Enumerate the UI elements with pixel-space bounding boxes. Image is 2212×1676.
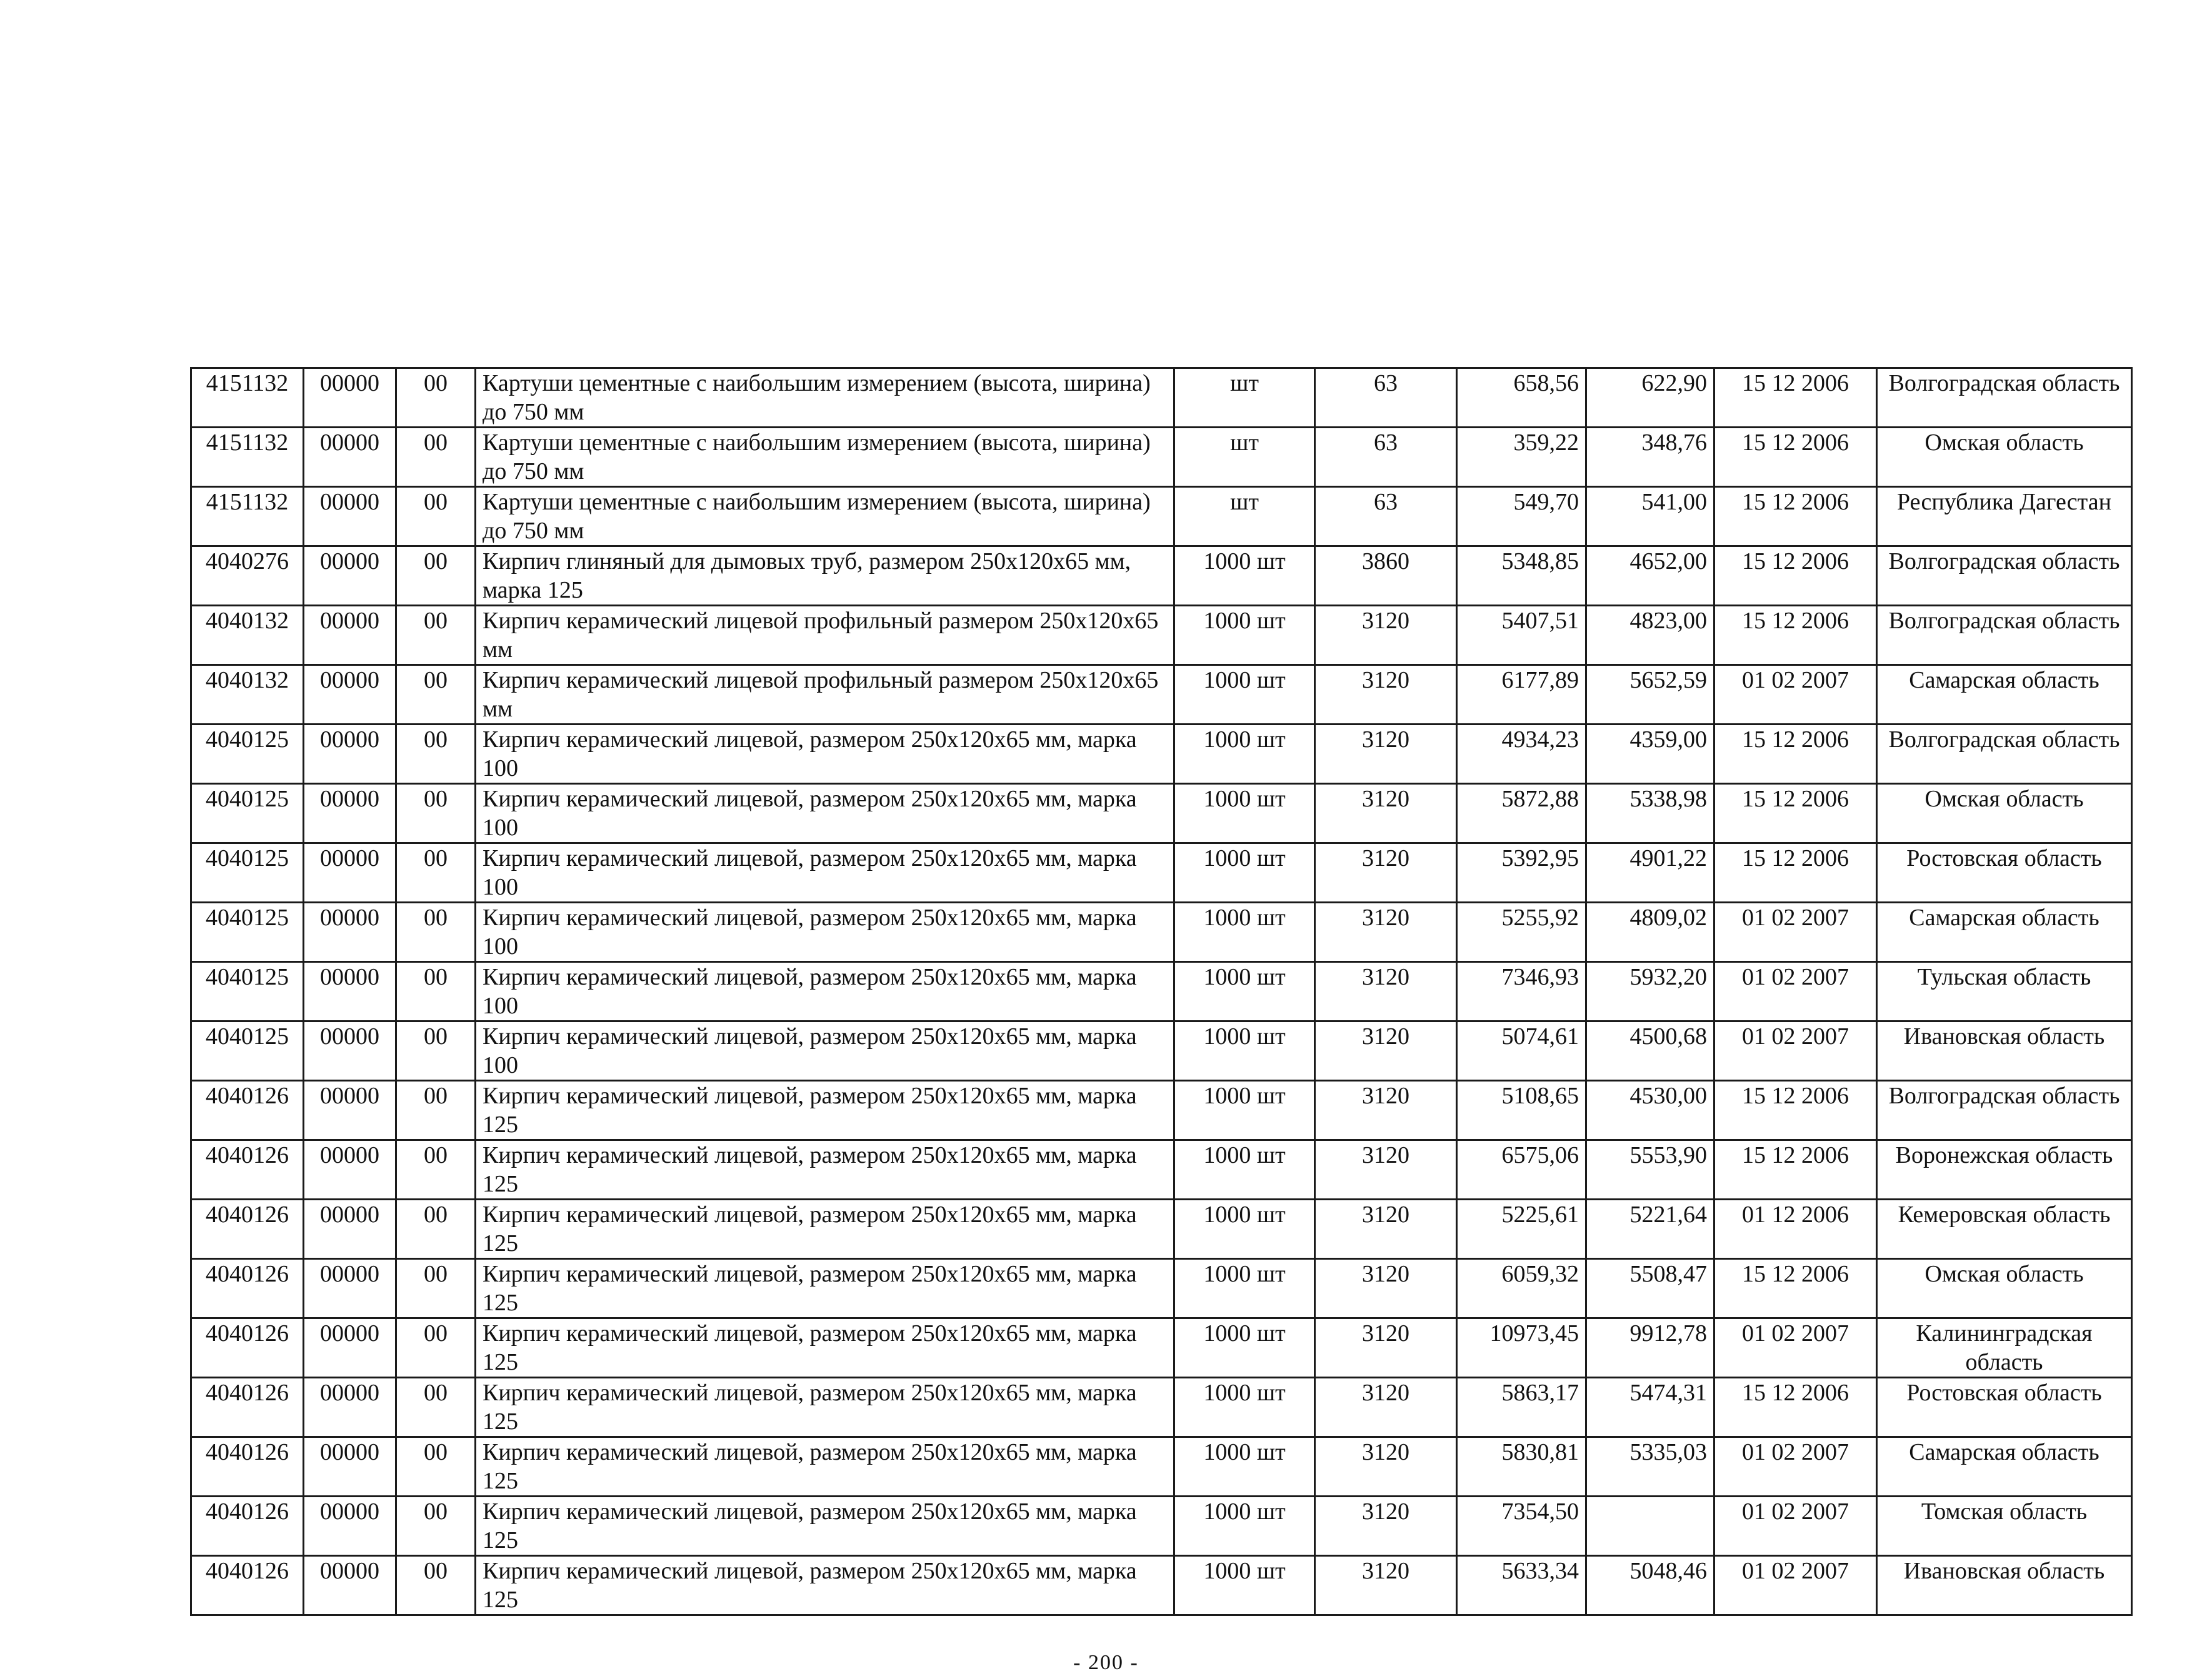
subcode-cell: 00000 [304, 665, 396, 725]
subcode-cell: 00000 [304, 1497, 396, 1556]
suffix-cell: 00 [396, 606, 476, 665]
suffix-cell: 00 [396, 1556, 476, 1615]
product-code-cell: 4040132 [191, 665, 304, 725]
okp-code-cell: 3120 [1315, 665, 1457, 725]
unit-cell: 1000 шт [1174, 1497, 1315, 1556]
price-alt-cell: 4500,68 [1586, 1021, 1714, 1081]
subcode-cell: 00000 [304, 1140, 396, 1200]
okp-code-cell: 3120 [1315, 1081, 1457, 1140]
description-cell: Кирпич керамический лицевой, размером 250x120x65 мм, марка 125 [476, 1081, 1174, 1140]
date-cell: 15 12 2006 [1714, 546, 1877, 606]
subcode-cell: 00000 [304, 1378, 396, 1437]
region-cell: Омская область [1877, 784, 2132, 843]
description-cell: Кирпич керамический лицевой, размером 250x120x65 мм, марка 125 [476, 1140, 1174, 1200]
okp-code-cell: 3120 [1315, 962, 1457, 1021]
price-cell: 5348,85 [1457, 546, 1586, 606]
product-code-cell: 4040126 [191, 1437, 304, 1497]
okp-code-cell: 63 [1315, 368, 1457, 428]
okp-code-cell: 3120 [1315, 1378, 1457, 1437]
product-code-cell: 4040125 [191, 1021, 304, 1081]
subcode-cell: 00000 [304, 962, 396, 1021]
unit-cell: 1000 шт [1174, 606, 1315, 665]
date-cell: 01 02 2007 [1714, 1437, 1877, 1497]
subcode-cell: 00000 [304, 1318, 396, 1378]
product-code-cell: 4040125 [191, 843, 304, 903]
subcode-cell: 00000 [304, 843, 396, 903]
date-cell: 01 02 2007 [1714, 962, 1877, 1021]
product-code-cell: 4040125 [191, 784, 304, 843]
okp-code-cell: 3120 [1315, 784, 1457, 843]
price-cell: 5225,61 [1457, 1200, 1586, 1259]
description-cell: Кирпич керамический лицевой, размером 250x120x65 мм, марка 100 [476, 1021, 1174, 1081]
region-cell: Омская область [1877, 1259, 2132, 1318]
description-cell: Кирпич керамический лицевой, размером 250x120x65 мм, марка 100 [476, 962, 1174, 1021]
price-cell: 4934,23 [1457, 725, 1586, 784]
suffix-cell: 00 [396, 962, 476, 1021]
price-cell: 5863,17 [1457, 1378, 1586, 1437]
description-cell: Кирпич керамический лицевой, размером 250x120x65 мм, марка 100 [476, 843, 1174, 903]
description-cell: Кирпич керамический лицевой, размером 250x120x65 мм, марка 125 [476, 1318, 1174, 1378]
price-alt-cell: 5652,59 [1586, 665, 1714, 725]
price-cell: 6575,06 [1457, 1140, 1586, 1200]
description-cell: Кирпич керамический лицевой, размером 250x120x65 мм, марка 125 [476, 1200, 1174, 1259]
price-cell: 5074,61 [1457, 1021, 1586, 1081]
price-alt-cell: 5553,90 [1586, 1140, 1714, 1200]
date-cell: 15 12 2006 [1714, 1378, 1877, 1437]
table-row [191, 546, 2132, 606]
price-alt-cell: 9912,78 [1586, 1318, 1714, 1378]
subcode-cell: 00000 [304, 606, 396, 665]
suffix-cell: 00 [396, 843, 476, 903]
price-alt-cell: 5221,64 [1586, 1200, 1714, 1259]
unit-cell: 1000 шт [1174, 546, 1315, 606]
price-cell: 7346,93 [1457, 962, 1586, 1021]
okp-code-cell: 63 [1315, 487, 1457, 546]
suffix-cell: 00 [396, 1378, 476, 1437]
date-cell: 15 12 2006 [1714, 1259, 1877, 1318]
suffix-cell: 00 [396, 1081, 476, 1140]
date-cell: 15 12 2006 [1714, 487, 1877, 546]
description-cell: Картуши цементные с наибольшим измерением (высота, ширина) до 750 мм [476, 487, 1174, 546]
price-cell: 658,56 [1457, 368, 1586, 428]
price-alt-cell: 4823,00 [1586, 606, 1714, 665]
region-cell: Волгоградская область [1877, 1081, 2132, 1140]
date-cell: 15 12 2006 [1714, 1081, 1877, 1140]
description-cell: Картуши цементные с наибольшим измерением (высота, ширина) до 750 мм [476, 428, 1174, 487]
description-cell: Кирпич глиняный для дымовых труб, размером 250x120x65 мм, марка 125 [476, 546, 1174, 606]
table-row [191, 1259, 2132, 1318]
table-row [191, 1378, 2132, 1437]
okp-code-cell: 3120 [1315, 1200, 1457, 1259]
unit-cell: 1000 шт [1174, 843, 1315, 903]
suffix-cell: 00 [396, 546, 476, 606]
table-row [191, 1200, 2132, 1259]
subcode-cell: 00000 [304, 1437, 396, 1497]
unit-cell: 1000 шт [1174, 665, 1315, 725]
price-alt-cell: 5338,98 [1586, 784, 1714, 843]
unit-cell: шт [1174, 368, 1315, 428]
date-cell: 01 02 2007 [1714, 1021, 1877, 1081]
date-cell: 15 12 2006 [1714, 843, 1877, 903]
okp-code-cell: 3120 [1315, 725, 1457, 784]
unit-cell: 1000 шт [1174, 1318, 1315, 1378]
date-cell: 01 02 2007 [1714, 1497, 1877, 1556]
description-cell: Картуши цементные с наибольшим измерением (высота, ширина) до 750 мм [476, 368, 1174, 428]
price-table [190, 367, 2133, 1616]
okp-code-cell: 3120 [1315, 606, 1457, 665]
unit-cell: 1000 шт [1174, 725, 1315, 784]
unit-cell: 1000 шт [1174, 903, 1315, 962]
region-cell: Томская область [1877, 1497, 2132, 1556]
table-row [191, 1556, 2132, 1615]
okp-code-cell: 3120 [1315, 1140, 1457, 1200]
okp-code-cell: 3120 [1315, 1556, 1457, 1615]
subcode-cell: 00000 [304, 428, 396, 487]
description-cell: Кирпич керамический лицевой, размером 250x120x65 мм, марка 125 [476, 1259, 1174, 1318]
price-alt-cell: 4901,22 [1586, 843, 1714, 903]
unit-cell: шт [1174, 487, 1315, 546]
description-cell: Кирпич керамический лицевой, размером 250x120x65 мм, марка 100 [476, 784, 1174, 843]
subcode-cell: 00000 [304, 368, 396, 428]
date-cell: 01 02 2007 [1714, 903, 1877, 962]
product-code-cell: 4151132 [191, 487, 304, 546]
table-row [191, 1318, 2132, 1378]
suffix-cell: 00 [396, 725, 476, 784]
price-cell: 5255,92 [1457, 903, 1586, 962]
product-code-cell: 4040126 [191, 1318, 304, 1378]
description-cell: Кирпич керамический лицевой, размером 250x120x65 мм, марка 100 [476, 903, 1174, 962]
region-cell: Ростовская область [1877, 843, 2132, 903]
description-cell: Кирпич керамический лицевой, размером 250x120x65 мм, марка 100 [476, 725, 1174, 784]
region-cell: Самарская область [1877, 665, 2132, 725]
region-cell: Республика Дагестан [1877, 487, 2132, 546]
suffix-cell: 00 [396, 1259, 476, 1318]
region-cell: Воронежская область [1877, 1140, 2132, 1200]
description-cell: Кирпич керамический лицевой профильный размером 250x120x65 мм [476, 665, 1174, 725]
unit-cell: 1000 шт [1174, 784, 1315, 843]
table-row [191, 368, 2132, 428]
unit-cell: 1000 шт [1174, 962, 1315, 1021]
description-cell: Кирпич керамический лицевой профильный размером 250x120x65 мм [476, 606, 1174, 665]
subcode-cell: 00000 [304, 1081, 396, 1140]
region-cell: Кемеровская область [1877, 1200, 2132, 1259]
price-alt-cell: 622,90 [1586, 368, 1714, 428]
okp-code-cell: 3120 [1315, 1497, 1457, 1556]
region-cell: Самарская область [1877, 903, 2132, 962]
table-row [191, 428, 2132, 487]
okp-code-cell: 3120 [1315, 1437, 1457, 1497]
price-cell: 5872,88 [1457, 784, 1586, 843]
suffix-cell: 00 [396, 1021, 476, 1081]
subcode-cell: 00000 [304, 487, 396, 546]
price-cell: 5830,81 [1457, 1437, 1586, 1497]
table-row [191, 606, 2132, 665]
description-cell: Кирпич керамический лицевой, размером 250x120x65 мм, марка 125 [476, 1556, 1174, 1615]
table-row [191, 962, 2132, 1021]
table-row [191, 784, 2132, 843]
product-code-cell: 4040125 [191, 903, 304, 962]
okp-code-cell: 3860 [1315, 546, 1457, 606]
product-code-cell: 4040125 [191, 962, 304, 1021]
suffix-cell: 00 [396, 784, 476, 843]
suffix-cell: 00 [396, 1318, 476, 1378]
region-cell: Ростовская область [1877, 1378, 2132, 1437]
product-code-cell: 4151132 [191, 428, 304, 487]
region-cell: Тульская область [1877, 962, 2132, 1021]
product-code-cell: 4151132 [191, 368, 304, 428]
subcode-cell: 00000 [304, 546, 396, 606]
table-body [191, 368, 2132, 1615]
price-cell: 5108,65 [1457, 1081, 1586, 1140]
price-cell: 5392,95 [1457, 843, 1586, 903]
price-alt-cell: 4809,02 [1586, 903, 1714, 962]
price-cell: 549,70 [1457, 487, 1586, 546]
unit-cell: 1000 шт [1174, 1140, 1315, 1200]
date-cell: 15 12 2006 [1714, 368, 1877, 428]
suffix-cell: 00 [396, 665, 476, 725]
product-code-cell: 4040126 [191, 1497, 304, 1556]
price-alt-cell: 4530,00 [1586, 1081, 1714, 1140]
price-alt-cell: 348,76 [1586, 428, 1714, 487]
date-cell: 15 12 2006 [1714, 784, 1877, 843]
price-alt-cell: 4652,00 [1586, 546, 1714, 606]
date-cell: 15 12 2006 [1714, 1140, 1877, 1200]
okp-code-cell: 3120 [1315, 1259, 1457, 1318]
date-cell: 01 02 2007 [1714, 665, 1877, 725]
price-alt-cell [1586, 1497, 1714, 1556]
date-cell: 01 12 2006 [1714, 1200, 1877, 1259]
price-cell: 7354,50 [1457, 1497, 1586, 1556]
unit-cell: 1000 шт [1174, 1437, 1315, 1497]
subcode-cell: 00000 [304, 1200, 396, 1259]
price-cell: 6059,32 [1457, 1259, 1586, 1318]
product-code-cell: 4040276 [191, 546, 304, 606]
date-cell: 15 12 2006 [1714, 428, 1877, 487]
subcode-cell: 00000 [304, 725, 396, 784]
price-cell: 5633,34 [1457, 1556, 1586, 1615]
suffix-cell: 00 [396, 368, 476, 428]
date-cell: 01 02 2007 [1714, 1318, 1877, 1378]
price-alt-cell: 5932,20 [1586, 962, 1714, 1021]
unit-cell: 1000 шт [1174, 1556, 1315, 1615]
suffix-cell: 00 [396, 1497, 476, 1556]
date-cell: 15 12 2006 [1714, 606, 1877, 665]
okp-code-cell: 3120 [1315, 1318, 1457, 1378]
unit-cell: 1000 шт [1174, 1378, 1315, 1437]
subcode-cell: 00000 [304, 1259, 396, 1318]
table-row [191, 665, 2132, 725]
description-cell: Кирпич керамический лицевой, размером 250x120x65 мм, марка 125 [476, 1437, 1174, 1497]
region-cell: Омская область [1877, 428, 2132, 487]
subcode-cell: 00000 [304, 784, 396, 843]
price-alt-cell: 5048,46 [1586, 1556, 1714, 1615]
unit-cell: 1000 шт [1174, 1259, 1315, 1318]
subcode-cell: 00000 [304, 1556, 396, 1615]
price-cell: 359,22 [1457, 428, 1586, 487]
region-cell: Ивановская область [1877, 1556, 2132, 1615]
date-cell: 15 12 2006 [1714, 725, 1877, 784]
subcode-cell: 00000 [304, 903, 396, 962]
price-alt-cell: 5474,31 [1586, 1378, 1714, 1437]
description-cell: Кирпич керамический лицевой, размером 250x120x65 мм, марка 125 [476, 1497, 1174, 1556]
price-alt-cell: 541,00 [1586, 487, 1714, 546]
okp-code-cell: 3120 [1315, 1021, 1457, 1081]
date-cell: 01 02 2007 [1714, 1556, 1877, 1615]
table-row [191, 1081, 2132, 1140]
product-code-cell: 4040126 [191, 1259, 304, 1318]
price-alt-cell: 4359,00 [1586, 725, 1714, 784]
suffix-cell: 00 [396, 428, 476, 487]
suffix-cell: 00 [396, 1200, 476, 1259]
table-row [191, 843, 2132, 903]
unit-cell: 1000 шт [1174, 1081, 1315, 1140]
suffix-cell: 00 [396, 1140, 476, 1200]
table-row [191, 1140, 2132, 1200]
okp-code-cell: 63 [1315, 428, 1457, 487]
price-cell: 10973,45 [1457, 1318, 1586, 1378]
region-cell: Волгоградская область [1877, 725, 2132, 784]
region-cell: Волгоградская область [1877, 546, 2132, 606]
product-code-cell: 4040126 [191, 1556, 304, 1615]
okp-code-cell: 3120 [1315, 903, 1457, 962]
table-row [191, 725, 2132, 784]
suffix-cell: 00 [396, 487, 476, 546]
price-alt-cell: 5508,47 [1586, 1259, 1714, 1318]
page-number: - 200 - [1073, 1651, 1139, 1674]
product-code-cell: 4040126 [191, 1081, 304, 1140]
table-row [191, 1021, 2132, 1081]
product-code-cell: 4040132 [191, 606, 304, 665]
price-cell: 5407,51 [1457, 606, 1586, 665]
table-row [191, 487, 2132, 546]
product-code-cell: 4040126 [191, 1378, 304, 1437]
price-alt-cell: 5335,03 [1586, 1437, 1714, 1497]
region-cell: Ивановская область [1877, 1021, 2132, 1081]
unit-cell: 1000 шт [1174, 1200, 1315, 1259]
unit-cell: шт [1174, 428, 1315, 487]
price-cell: 6177,89 [1457, 665, 1586, 725]
region-cell: Волгоградская область [1877, 606, 2132, 665]
description-cell: Кирпич керамический лицевой, размером 250x120x65 мм, марка 125 [476, 1378, 1174, 1437]
product-code-cell: 4040126 [191, 1140, 304, 1200]
region-cell: Самарская область [1877, 1437, 2132, 1497]
region-cell: Волгоградская область [1877, 368, 2132, 428]
suffix-cell: 00 [396, 903, 476, 962]
product-code-cell: 4040126 [191, 1200, 304, 1259]
table-row [191, 903, 2132, 962]
subcode-cell: 00000 [304, 1021, 396, 1081]
okp-code-cell: 3120 [1315, 843, 1457, 903]
region-cell: Калининградская область [1877, 1318, 2132, 1378]
table-row [191, 1437, 2132, 1497]
suffix-cell: 00 [396, 1437, 476, 1497]
table-row [191, 1497, 2132, 1556]
unit-cell: 1000 шт [1174, 1021, 1315, 1081]
product-code-cell: 4040125 [191, 725, 304, 784]
